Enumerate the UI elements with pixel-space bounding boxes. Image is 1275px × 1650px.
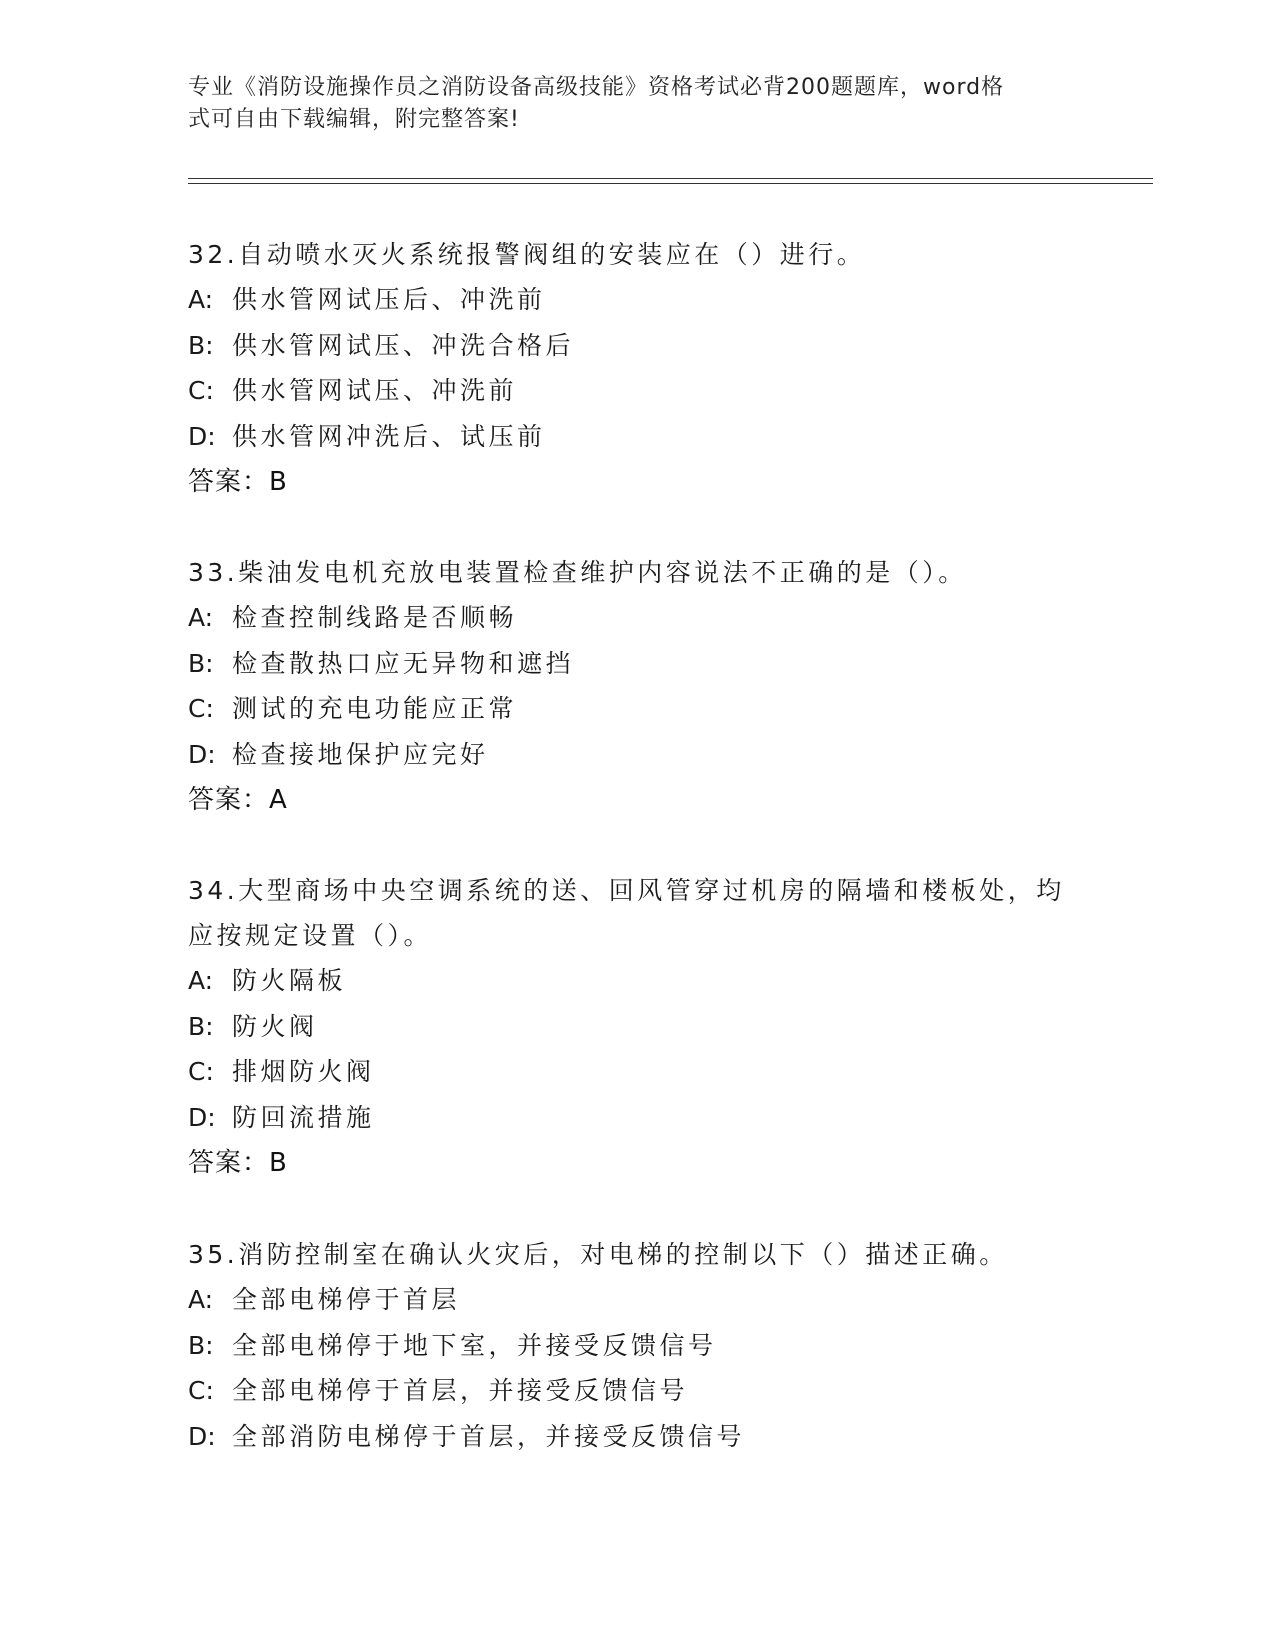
- header-line-1: 专业《消防设施操作员之消防设备高级技能》资格考试必背200题题库，word格: [188, 75, 1005, 100]
- option-text: 防火阀: [232, 1011, 318, 1041]
- question-stem: 33.柴油发电机充放电装置检查维护内容说法不正确的是（）。: [188, 558, 967, 587]
- option-letter: D:: [188, 1102, 216, 1132]
- option-a: [188, 277, 1088, 323]
- option-text: 供水管网冲洗后、试压前: [232, 421, 546, 451]
- header-divider-bottom: [188, 183, 1153, 184]
- question-33: [188, 550, 1088, 823]
- option-text: 供水管网试压、冲洗合格后: [232, 330, 575, 360]
- option-letter: A:: [188, 285, 214, 314]
- option-text: 防回流措施: [232, 1102, 375, 1132]
- option-c: [188, 368, 1088, 414]
- option-letter: B:: [188, 1330, 214, 1360]
- option-c: [188, 1049, 1088, 1095]
- option-letter: A:: [188, 1285, 214, 1314]
- header-line-2: 式可自由下载编辑，附完整答案!: [188, 107, 520, 132]
- question-35: [188, 1232, 1088, 1459]
- option-letter: C:: [188, 1057, 214, 1086]
- option-a: [188, 958, 1088, 1004]
- option-letter: A:: [188, 966, 214, 995]
- option-letter: C:: [188, 1376, 214, 1405]
- option-b: [188, 323, 1088, 369]
- option-text: 检查接地保护应完好: [232, 739, 489, 769]
- option-letter: D:: [188, 739, 216, 769]
- option-a: [188, 595, 1088, 641]
- option-text: 全部电梯停于首层: [232, 1285, 461, 1314]
- option-text: 全部电梯停于首层，并接受反馈信号: [232, 1376, 689, 1405]
- option-letter: D:: [188, 421, 216, 451]
- option-letter: B:: [188, 648, 214, 678]
- answer-line: 答案：B: [188, 467, 288, 497]
- option-letter: C:: [188, 376, 214, 405]
- option-text: 检查控制线路是否顺畅: [232, 603, 518, 632]
- option-b: [188, 1323, 1088, 1369]
- question-stem: 35.消防控制室在确认火灾后，对电梯的控制以下（）描述正确。: [188, 1240, 1008, 1269]
- answer-line: 答案：A: [188, 785, 288, 815]
- option-c: [188, 1368, 1088, 1414]
- option-letter: A:: [188, 603, 214, 632]
- option-letter: B:: [188, 1011, 214, 1041]
- question-stem: 32.自动喷水灭火系统报警阀组的安装应在（）进行。: [188, 240, 866, 269]
- option-letter: C:: [188, 694, 214, 723]
- option-d: [188, 1095, 1088, 1141]
- option-text: 供水管网试压后、冲洗前: [232, 285, 546, 314]
- option-d: [188, 732, 1088, 778]
- option-text: 检查散热口应无异物和遮挡: [232, 648, 575, 678]
- answer-line: 答案：B: [188, 1148, 288, 1178]
- option-text: 测试的充电功能应正常: [232, 694, 518, 723]
- option-text: 全部消防电梯停于首层，并接受反馈信号: [232, 1421, 746, 1451]
- option-text: 防火隔板: [232, 966, 347, 995]
- option-b: [188, 641, 1088, 687]
- option-letter: B:: [188, 330, 214, 360]
- option-a: [188, 1277, 1088, 1323]
- option-text: 排烟防火阀: [232, 1057, 375, 1086]
- question-34: [188, 868, 1088, 1186]
- question-stem: 34.大型商场中央空调系统的送、回风管穿过机房的隔墙和楼板处，均应按规定设置（）。: [188, 876, 1065, 950]
- document-header: [188, 72, 1068, 136]
- question-32: [188, 232, 1088, 505]
- option-b: [188, 1004, 1088, 1050]
- option-c: [188, 686, 1088, 732]
- option-text: 供水管网试压、冲洗前: [232, 376, 518, 405]
- option-letter: D:: [188, 1421, 216, 1451]
- header-divider-top: [188, 178, 1153, 179]
- option-d: [188, 414, 1088, 460]
- option-text: 全部电梯停于地下室，并接受反馈信号: [232, 1330, 717, 1360]
- option-d: [188, 1414, 1088, 1460]
